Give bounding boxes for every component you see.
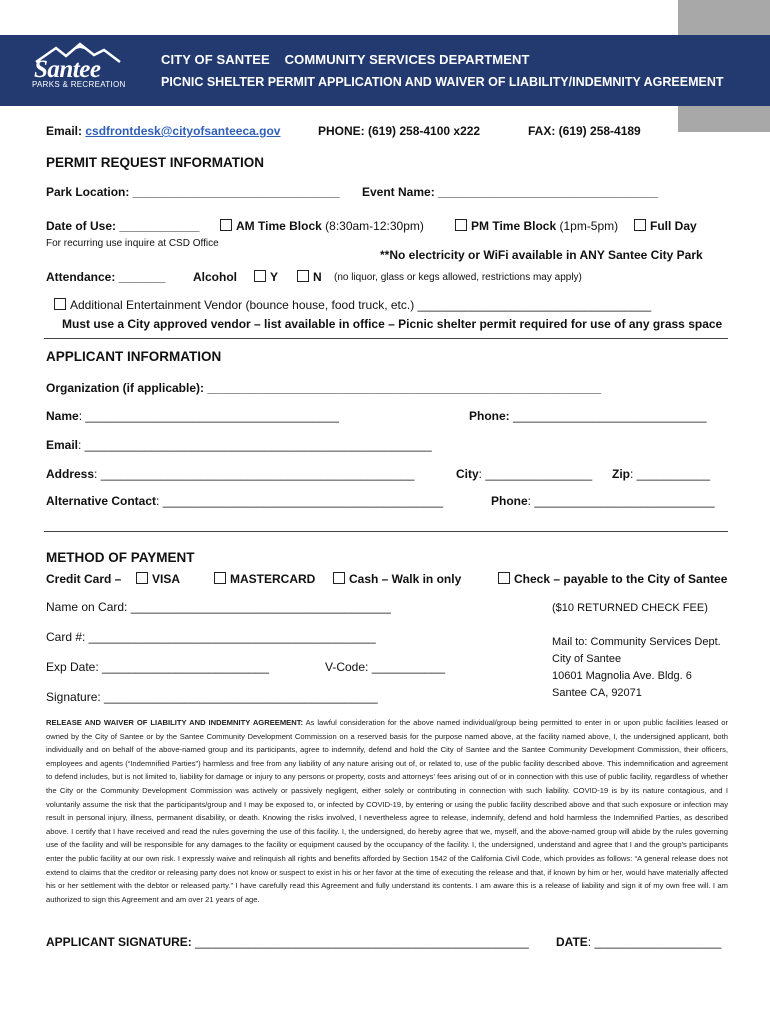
contact-phone: PHONE: (619) 258-4100 x222 [318,124,481,138]
mail-citystate-line: Santee CA, 92071 [552,687,642,699]
divider [44,338,728,339]
divider [44,531,728,532]
alt-contact-label: Alternative Contact [46,494,157,508]
attendance-field[interactable]: Attendance: _______ [46,270,166,284]
pm-block-label: PM Time Block [471,219,557,233]
card-signature-field[interactable]: Signature: _________________________________________ [46,690,378,704]
contact-email [46,124,280,138]
phone-field[interactable] [469,409,707,423]
zip-label: Zip [612,467,630,481]
alt-contact-field[interactable] [46,494,443,508]
waiver-title: RELEASE AND WAIVER OF LIABILITY AND INDEMNITY AGREEMENT: [46,718,304,727]
alcohol-yes-label: Y [270,270,279,284]
returned-check-fee: ($10 RETURNED CHECK FEE) [552,602,708,614]
cash-checkbox[interactable] [333,572,345,584]
alt-phone-field[interactable] [491,494,715,508]
waiver-paragraph [46,716,728,906]
alcohol-no-checkbox[interactable] [297,270,309,282]
pm-block-checkbox[interactable] [455,219,467,231]
organization-field[interactable]: Organization (if applicable): ___________________________________________________________ [46,381,602,395]
applicant-signature-label: APPLICANT SIGNATURE: [46,935,192,949]
no-electricity-note: **No electricity or WiFi available in ANY Santee City Park [380,248,703,262]
name-label: Name [46,409,79,423]
date-line: : ___________________ [587,935,722,949]
santee-logo [28,42,132,94]
mastercard-option[interactable] [214,572,315,586]
logo-wordmark: Santee [34,56,101,83]
check-checkbox[interactable] [498,572,510,584]
event-name-field[interactable]: Event Name: _________________________________ [362,185,659,199]
date-field[interactable] [556,935,721,949]
visa-checkbox[interactable] [136,572,148,584]
name-on-card-field[interactable]: Name on Card: _______________________________________ [46,600,391,614]
check-option[interactable] [498,572,727,586]
vendor-note: Must use a City approved vendor – list available in office – Picnic shelter permit required for use of any grass space [62,317,723,331]
address-label: Address [46,467,95,481]
cash-option[interactable] [333,572,461,586]
date-label: DATE [556,935,588,949]
am-block-checkbox[interactable] [220,219,232,231]
mastercard-checkbox[interactable] [214,572,226,584]
address-field[interactable] [46,467,414,481]
form-title: PICNIC SHELTER PERMIT APPLICATION AND WAIVER OF LIABILITY/INDEMNITY AGREEMENT [161,75,724,89]
email-label: Email: [46,124,83,138]
alcohol-yes-option[interactable] [254,270,278,284]
alt-phone-line: : ___________________________ [527,494,715,508]
check-label: Check – payable to the City of Santee [514,572,728,586]
logo-subtitle: PARKS & RECREATION [32,80,126,89]
name-field[interactable] [46,409,339,423]
park-location-field[interactable]: Park Location: _______________________________ [46,185,340,199]
full-day-label: Full Day [650,219,697,233]
alt-contact-line: : __________________________________________ [156,494,443,508]
vcode-field[interactable]: V-Code: ___________ [325,660,446,674]
card-number-field[interactable]: Card #: ___________________________________________ [46,630,376,644]
recurring-note: For recurring use inquire at CSD Office [46,238,219,249]
payment-section-title: METHOD OF PAYMENT [46,550,195,565]
date-of-use-field[interactable]: Date of Use: ____________ [46,219,200,233]
contact-fax: FAX: (619) 258-4189 [528,124,641,138]
alt-phone-label: Phone [491,494,528,508]
name-line: : ______________________________________ [78,409,339,423]
am-block-time: (8:30am-12:30pm) [321,219,424,233]
applicant-signature-field[interactable] [46,935,529,949]
waiver-body: As lawful consideration for the above named individual/group being permitted to enter in or upon public facilities leased or owned by the City of Santee or by the Santee Community Development Commission on a reserved basis for the purpose named above, at the facility named above, I, the undersigned applicant, both individually and on behalf of the above-named group and its participants, agree to indemnify, defend and hold the City of Santee and the Santee Community Development Commission, their officers, employees and agents (“Indemnified Parties”) harmless and free from any liability of any nature arising out of, or related to, use of the public facility described above. This indemnification and agreement to defend includes, but is not limited to, liability for damage or injury to any persons or property, costs and attorneys' fees arising out of or in connection with this use of public facility, regardless of whether the City or the Community Development Commission was actively or passively negligent, either solely or contributing in connection with such liability. COVID-19 is by its nature contagious, and I voluntarily assume the risk that the participants/group and I may be exposed to, or infected by COVID-19, by entering or using the public facility described above and that such exposure or infection may result in personal injury, illness, permanent disability, or death. Knowing the risks involved, I nevertheless agree to release, indemnify, defend and hold harmless the Indemnified Parties, as described above. I certify that I have received and read the rules governing the use of this facility. I, the undersigned, do hereby agree that we, myself, and the above-named group will abide by the rules governing use of the facility and will be responsible for any damages to the facility or equipment caused by the occupancy of the facility. I, the undersigned, understand and agree that I and the group's participants enter the public facility at our own risk. I expressly waive and relinquish all rights and benefits afforded by Section 1542 of the California Civil Code, which provides as follows: “A general release does not extend to claims that the creditor or releasing party does not know or suspect to exist in his or her favor at the time of executing the release and that, if known by him or her, would have materially affected his or her settlement with the debtor or released party.” I have carefully read this Agreement and fully understand its contents. I am aware this is a release of liability and sign it of my own free will. I am authorized to sign this Agreement and am over 21 years of age. [46,718,728,904]
zip-field[interactable] [612,467,710,481]
applicant-signature-line: __________________________________________________ [191,935,529,949]
email-link[interactable]: csdfrontdesk@cityofsanteeca.gov [85,124,281,138]
mail-street-line: 10601 Magnolia Ave. Bldg. 6 [552,670,692,682]
pm-block-option[interactable] [455,219,618,233]
alcohol-label: Alcohol [193,270,237,284]
cash-label: Cash – Walk in only [349,572,462,586]
permit-section-title: PERMIT REQUEST INFORMATION [46,155,264,170]
vendor-label: Additional Entertainment Vendor (bounce house, food truck, etc.) ___________________________________ [70,298,652,312]
visa-option[interactable] [136,572,180,586]
alcohol-yes-checkbox[interactable] [254,270,266,282]
address-line: : _______________________________________________ [94,467,415,481]
mastercard-label: MASTERCARD [230,572,316,586]
city-label: City [456,467,479,481]
alcohol-no-label: N [313,270,322,284]
vendor-checkbox[interactable] [54,298,66,310]
am-block-label: AM Time Block [236,219,322,233]
applicant-section-title: APPLICANT INFORMATION [46,349,222,364]
full-day-option[interactable] [634,219,697,233]
applicant-email-line: : ____________________________________________________ [78,438,432,452]
pm-block-time: (1pm-5pm) [556,219,619,233]
exp-date-field[interactable]: Exp Date: _________________________ [46,660,269,674]
alcohol-note: (no liquor, glass or kegs allowed, restrictions may apply) [334,272,582,283]
vendor-option[interactable] [54,298,651,312]
applicant-email-label: Email [46,438,79,452]
full-day-checkbox[interactable] [634,219,646,231]
department-title: CITY OF SANTEE COMMUNITY SERVICES DEPARTMENT [161,52,530,67]
visa-label: VISA [152,572,181,586]
zip-line: : ___________ [630,467,711,481]
city-field[interactable] [456,467,592,481]
mail-city-line: City of Santee [552,653,622,665]
am-block-option[interactable] [220,219,424,233]
phone-label: Phone: [469,409,510,423]
city-line: : ________________ [478,467,593,481]
mail-to-line: Mail to: Community Services Dept. [552,636,721,648]
applicant-email-field[interactable] [46,438,432,452]
credit-card-label: Credit Card – [46,572,122,586]
phone-line: _____________________________ [509,409,707,423]
alcohol-no-option[interactable] [297,270,322,284]
